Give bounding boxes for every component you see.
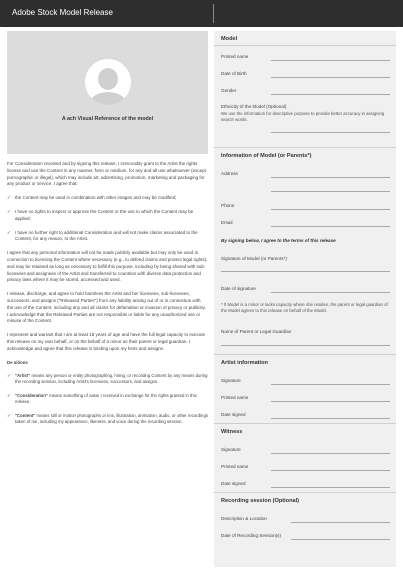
checkmark-icon: ✓ [7, 392, 11, 398]
printed-name-label: Printed name [221, 54, 249, 59]
phone-label: Phone [221, 203, 235, 208]
printed-name-field[interactable] [271, 60, 390, 61]
model-signature-field[interactable] [221, 271, 390, 272]
release-terms [7, 161, 208, 425]
bullet-item [7, 209, 208, 223]
header-divider [213, 4, 214, 23]
definition-term: "Content" [15, 412, 36, 418]
phone-field[interactable] [271, 209, 390, 210]
artist-date-signed-label: Date signed [221, 412, 246, 417]
bullet-text: I have no rights to inspect or approve the Content or the use to which the Content may be applied; [15, 208, 194, 221]
form-panel [214, 31, 396, 567]
release-paragraph: I release, discharge, and agree to hold harmless the Artist and her licensees, sub-licensees, successors, and assigns ("Released Parties") from any liability arising out of or in connection with the use of the Content, including any and all claims for defamation or invasion of privacy or publicity. I acknowledge that the Released Parties are not responsible or liable for any unauthorized use or misuse of the Content. [7, 291, 206, 324]
silhouette-head [98, 68, 118, 90]
ethnicity-label: Ethnicity of the Model (Optional) [221, 104, 287, 109]
section-divider [214, 147, 396, 148]
definition-term: "Consideration" [15, 392, 48, 398]
definition-text: means still or motion photographs or ims, illustration, animation, audio, or other recordings taken of me, including my appearance, likeness, and voice during the recording session. [15, 412, 208, 424]
definition-text: means any person or entity photographing, hiring, or recording Content by any means during the recording session, including Artist's licensees, successors, and assigns. [15, 372, 208, 385]
section-divider [214, 354, 396, 355]
bullet-text: I have no further right to additional Consideration and will not make claims associated to the Content, for any reason, to the Artist. [15, 229, 198, 242]
photo-caption: A ach Visual Reference of the model [61, 116, 154, 122]
signature-label: Signature of Model (or Parents*) [221, 256, 287, 261]
document-title: Adobe Stock Model Release [12, 8, 113, 17]
witness-printed-name-field[interactable] [271, 470, 390, 471]
person-silhouette-icon [85, 59, 131, 105]
witness-date-signed-field[interactable] [271, 487, 390, 488]
description-location-label: Description & Location [221, 516, 267, 521]
section-divider [214, 492, 396, 493]
bullet-item [7, 195, 208, 202]
silhouette-body [90, 92, 126, 105]
warranty-paragraph: I represent and warrant that I am at least 18 years of age and have the full legal capacity to execute this release on my own behalf, or on the behalf of a minor as their parent or legal guardian. I acknowledge and agree that this release is binding upon my heirs and assigns. [7, 332, 206, 351]
header-bar [0, 0, 403, 27]
witness-signature-field[interactable] [271, 453, 390, 454]
checkmark-icon: ✓ [7, 229, 11, 235]
checkmark-icon: ✓ [7, 195, 11, 201]
bullet-item [7, 230, 208, 244]
model-section-title: Model [221, 36, 238, 42]
witness-section-title: Witness [221, 429, 243, 435]
witness-signature-label: Signature [221, 447, 241, 452]
definitions [7, 360, 208, 426]
section-divider [214, 45, 396, 46]
address-field-line-2[interactable] [271, 191, 390, 192]
definition-text: means something of value I received in exchange for the rights granted in this release. [15, 392, 197, 405]
minor-note: * If Model is a minor or lacks capacity where she resides, the parent or legal guardian of the Model agrees to this release on behalf of the Model. [221, 302, 388, 313]
address-label: Address [221, 171, 238, 176]
checkmark-icon: ✓ [7, 372, 11, 378]
data-privacy-paragraph: I agree that any personal information will not be made publicly available but may only be used in connection to licensing the Content where necessary (e.g., to defend claims and protect legal rights), and may be retained as long as necessary to fulfill this purpose, including by being shared with sub-licensees and assignees of the Artist and transferred to countries with diverse data protection and privacy laws where it may be stored, accessed and used. [7, 250, 208, 283]
ethnicity-note: We use the information for descriptive purpose to provide better accuracy in assigning search words. [221, 111, 385, 122]
info-section-title: Information of Model (or Parents*) [221, 153, 312, 159]
bullet-text: the Content may be used in combination with other images and may be modified; [15, 195, 177, 201]
address-field[interactable] [271, 177, 390, 178]
definition-term: "Artist" [15, 372, 31, 378]
witness-date-signed-label: Date signed [221, 481, 246, 486]
date-of-signature-label: Date of signature [221, 286, 256, 291]
definition-item [7, 393, 208, 406]
intro-paragraph: For Consideration received and by signing this release, I irrevocably grant to the Artist the rights license and use the Content in any manner, form or medium, for any and all use whatsoever (except pornographic or illegal), which may include art, advertising, promotion, marketing and packaging for any product or service. I agree that: [7, 161, 206, 187]
artist-printed-name-label: Printed name [221, 395, 249, 400]
email-label: Email [221, 220, 233, 225]
date-of-birth-label: Date of Birth [221, 71, 247, 76]
artist-signature-field[interactable] [271, 384, 390, 385]
section-divider [214, 423, 396, 424]
gender-field[interactable] [271, 94, 390, 95]
gender-label: Gender [221, 88, 237, 93]
checkmark-icon: ✓ [7, 412, 11, 418]
witness-printed-name-label: Printed name [221, 464, 249, 469]
session-section-title: Recording session (Optional) [221, 498, 300, 504]
artist-section-title: Artist information [221, 360, 268, 366]
recording-dates-field[interactable] [291, 539, 390, 540]
agree-statement: By signing below, I agree to the terms of this release [221, 238, 336, 243]
artist-printed-name-field[interactable] [271, 401, 390, 402]
photo-placeholder[interactable] [7, 31, 208, 154]
date-of-signature-field[interactable] [271, 292, 390, 293]
date-of-birth-field[interactable] [271, 77, 390, 78]
definition-item [7, 413, 208, 426]
guardian-name-label: Name of Parent or Legal Guardian [221, 329, 292, 334]
recording-dates-label: Date of Recording Session(s) [221, 533, 282, 538]
definitions-heading: De nitions [7, 359, 28, 365]
artist-date-signed-field[interactable] [271, 418, 390, 419]
artist-signature-label: Signature [221, 378, 241, 383]
email-field[interactable] [271, 226, 390, 227]
guardian-name-field[interactable] [221, 345, 390, 346]
definition-item [7, 373, 208, 386]
checkmark-icon: ✓ [7, 208, 11, 214]
ethnicity-field[interactable] [271, 132, 390, 133]
description-location-field[interactable] [291, 522, 390, 523]
